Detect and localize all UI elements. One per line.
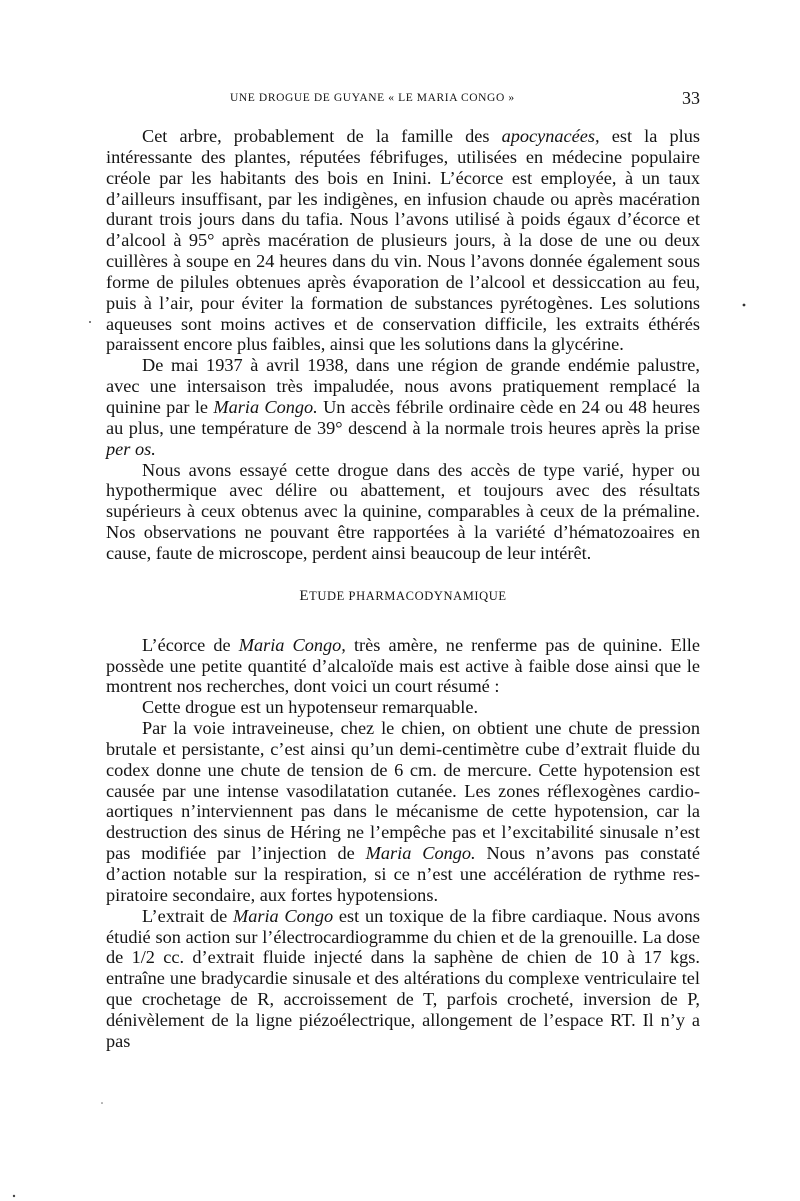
running-title: UNE DROGUE DE GUYANE « LE MARIA CONGO » — [230, 92, 515, 104]
italic-text: apocynacées, — [501, 126, 600, 146]
italic-text: Maria Congo. — [365, 843, 476, 864]
page-number: 33 — [682, 88, 700, 108]
text-run: Nous n’avons pas constaté d’action notable sur la respiration, si ce n’est une accélération de rythme respiratoire secondaire, aux fortes hypotensions. — [106, 843, 700, 905]
running-header — [108, 90, 700, 112]
section-heading — [106, 588, 700, 604]
intro-paragraphs — [106, 126, 700, 564]
text-run: Cet arbre, probablement de la famille des — [142, 126, 502, 146]
text-run: Cette drogue est un hypotenseur remarquable. — [142, 697, 479, 718]
text-run: L’écorce de — [142, 634, 239, 655]
section-heading-text: ETUDE PHARMACODYNAMIQUE — [299, 587, 507, 604]
paragraph — [106, 697, 700, 718]
text-run: très amère, ne renferme pas de quinine. Elle possède une petite quantité d’alcaloïde mais est active à faible dose ainsi que le montrent nos recherches, dont voici un court résumé : — [106, 634, 701, 697]
italic-text: Maria Congo, — [238, 634, 346, 655]
paragraph — [106, 355, 700, 459]
paragraph — [106, 635, 700, 698]
italic-text: per os. — [106, 438, 156, 459]
body-text — [106, 126, 700, 1052]
text-run: Nous avons essayé cette drogue dans des accès de type varié, hyper ou hypothermique avec délire ou abattement, et toujours avec des résultats supérieurs à ceux obtenus avec la quinine, comparables à ceux de la prémaline. Nos observations ne pouvant être rapportées à la variété d’hématozoaires en cause, faute de microscope, perdent ainsi beaucoup de leur intérêt. — [106, 459, 700, 563]
text-run: De mai 1937 à avril 1938, dans une région de grande endémie palustre, avec une intersaison très impaludée, nous avons pratiquement remplacé la quinine par le — [106, 355, 700, 417]
paragraph — [106, 460, 700, 564]
italic-text: Maria Congo — [232, 905, 334, 926]
paragraph — [106, 126, 700, 355]
text-run: est la plus intéressante des plantes, réputées fébrifuges, utilisées en médecine populaire créole par les habitants des bois en Inini. L’écorce est employée, à un taux d’ailleurs insuffisant, par les indigènes, en infusion chaude ou après macération durant trois jours dans du tafia. Nous l’avons utilisé à poids égaux d’écorce et d’alcool à 95° après macération de plusieurs jours, à la dose de une ou deux cuillères à soupe en 24 heures dans du vin. Nous l’avons donnée également sous forme de pilules obtenues après évaporation de l’alcool et dessiccation au feu, puis à l’air, pour éviter la formation de substances pyrétogènes. Les solutions aqueuses sont moins actives et de conservation difficile, les extraits éthérés paraissent encore plus faibles, ainsi que les solutions dans la glycérine. — [106, 126, 700, 355]
text-run: est un toxique de la fibre cardiaque. Nous avons étudié son action sur l’électrocardiogramme du chien et de la grenouille. La dose de 1/2 cc. d’extrait fluide injecté dans la saphène de chien de 10 à 17 kgs. entraîne une bradycardie sinusale et des altérations du complexe ventriculaire tel que crochetage de R, accroissement de T, parfois crocheté, inversion de P, dénivèlement de la ligne piézoélectrique, allongement de l’espace RT. Il n’y a pas — [106, 905, 700, 1051]
text-run: Par la voie intraveineuse, chez le chien, on obtient une chute de pression brutale et persistante, c’est ainsi qu’un demi-centimètre cube d’extrait fluide du codex donne une chute de tension de 6 cm. de mercure. Cette hypotension est causée par une intense vasodilatation cutanée. Les zones réflexogènes cardio-aortiques n’interviennent pas dans le mécanisme de cette hypotension, car la destruction des sinus de Héring ne l’empêche pas et l’excitabilité sinusale n’est pas modifiée par l’injection de — [106, 718, 700, 864]
paragraph — [106, 906, 700, 1052]
paragraph — [106, 718, 700, 906]
italic-text: Maria Congo. — [213, 396, 318, 417]
text-run: L’extrait de — [142, 905, 233, 926]
section-paragraphs — [106, 635, 700, 1052]
text-run: Un accès fébrile ordinaire cède en 24 ou 48 heures au plus, une température de 39° descend à la normale trois heures après la prise — [106, 396, 700, 438]
